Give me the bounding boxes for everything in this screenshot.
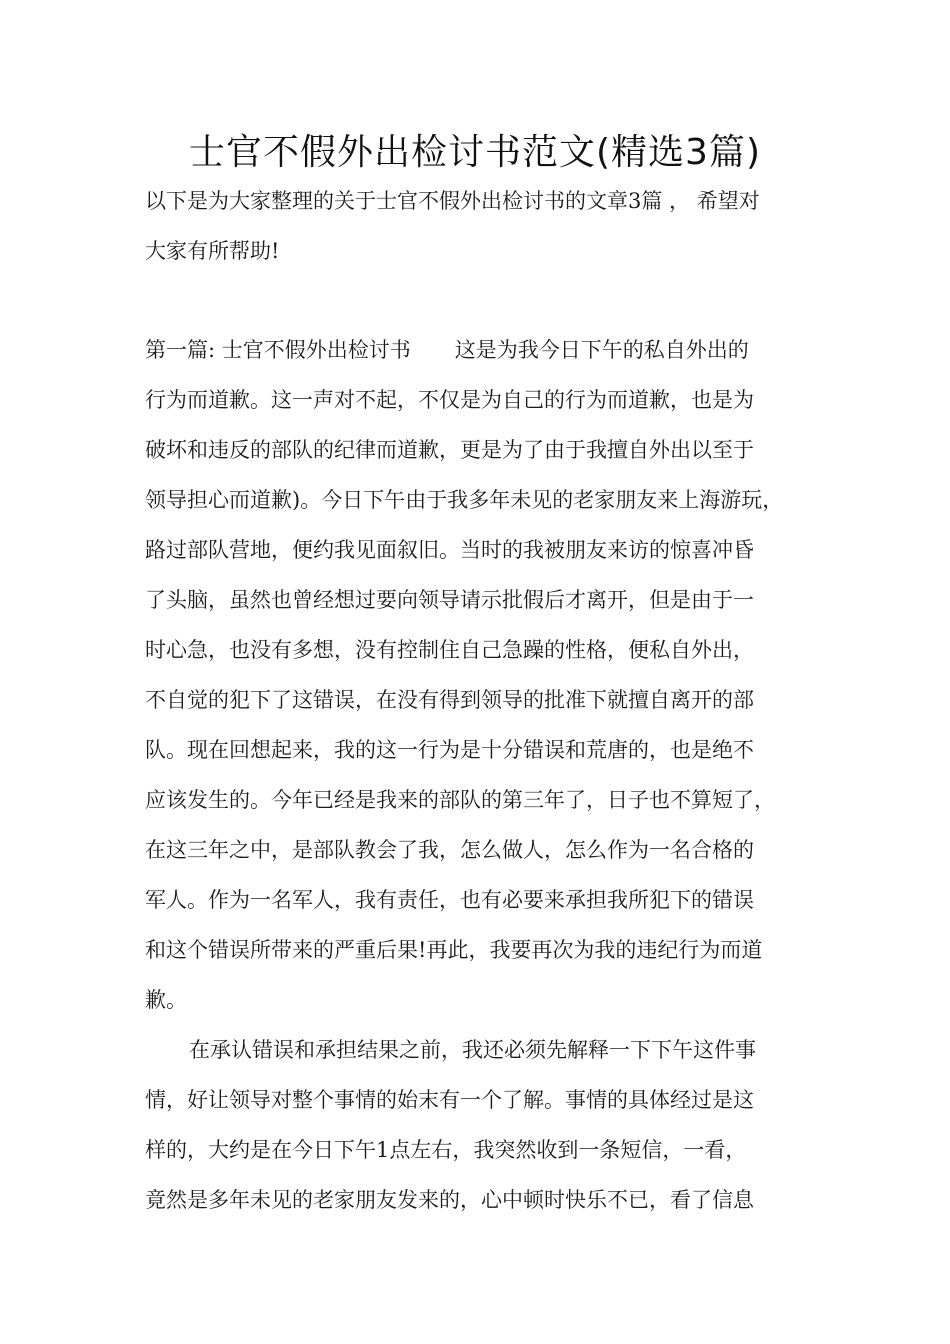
intro-line: 大家有所帮助! — [145, 239, 280, 263]
paragraph-line: 不自觉的犯下了这错误，在没有得到领导的批准下就擅自离开的部 — [145, 688, 754, 712]
intro-line: 以下是为大家整理的关于士官不假外出检讨书的文章3篇 ， 希望对 — [145, 189, 760, 213]
paragraph-line: 在承认错误和承担结果之前，我还必须先解释一下下午这件事 — [189, 1038, 756, 1062]
paragraph-line: 这是为我今日下午的私自外出的 — [454, 338, 749, 362]
paragraph-line: 破坏和违反的部队的纪律而道歉，更是为了由于我擅自外出以至于 — [145, 438, 754, 462]
paragraph-line: 情，好让领导对整个事情的始末有一个了解。事情的具体经过是这 — [145, 1088, 754, 1112]
paragraph-line: 和这个错误所带来的严重后果!再此，我要再次为我的违纪行为而道 — [145, 938, 763, 962]
document-title: 士官不假外出检讨书范文(精选3篇) — [189, 132, 761, 173]
paragraph-line: 队。现在回想起来，我的这一行为是十分错误和荒唐的，也是绝不 — [145, 738, 754, 762]
paragraph-line: 了头脑，虽然也曾经想过要向领导请示批假后才离开，但是由于一 — [145, 588, 754, 612]
paragraph-line: 行为而道歉。这一声对不起，不仅是为自己的行为而道歉，也是为 — [145, 388, 754, 412]
paragraph-line: 在这三年之中，是部队教会了我，怎么做人，怎么作为一名合格的 — [145, 838, 754, 862]
section-heading: 第一篇: 士官不假外出检讨书 — [145, 338, 411, 362]
section-first-line — [145, 335, 749, 365]
paragraph-line: 样的，大约是在今日下午1点左右，我突然收到一条短信，一看， — [145, 1138, 747, 1162]
paragraph-line: 领导担心而道歉)。今日下午由于我多年未见的老家朋友来上海游玩， — [145, 488, 784, 512]
paragraph-line: 歉。 — [145, 988, 187, 1012]
paragraph-line: 竟然是多年未见的老家朋友发来的，心中顿时快乐不已，看了信息 — [145, 1188, 754, 1212]
paragraph-line: 时心急，也没有多想，没有控制住自己急躁的性格，便私自外出， — [145, 638, 754, 662]
paragraph-line: 应该发生的。今年已经是我来的部队的第三年了，日子也不算短了， — [145, 788, 775, 812]
paragraph-line: 军人。作为一名军人，我有责任，也有必要来承担我所犯下的错误 — [145, 888, 754, 912]
paragraph-line: 路过部队营地，便约我见面叙旧。当时的我被朋友来访的惊喜冲昏 — [145, 538, 754, 562]
